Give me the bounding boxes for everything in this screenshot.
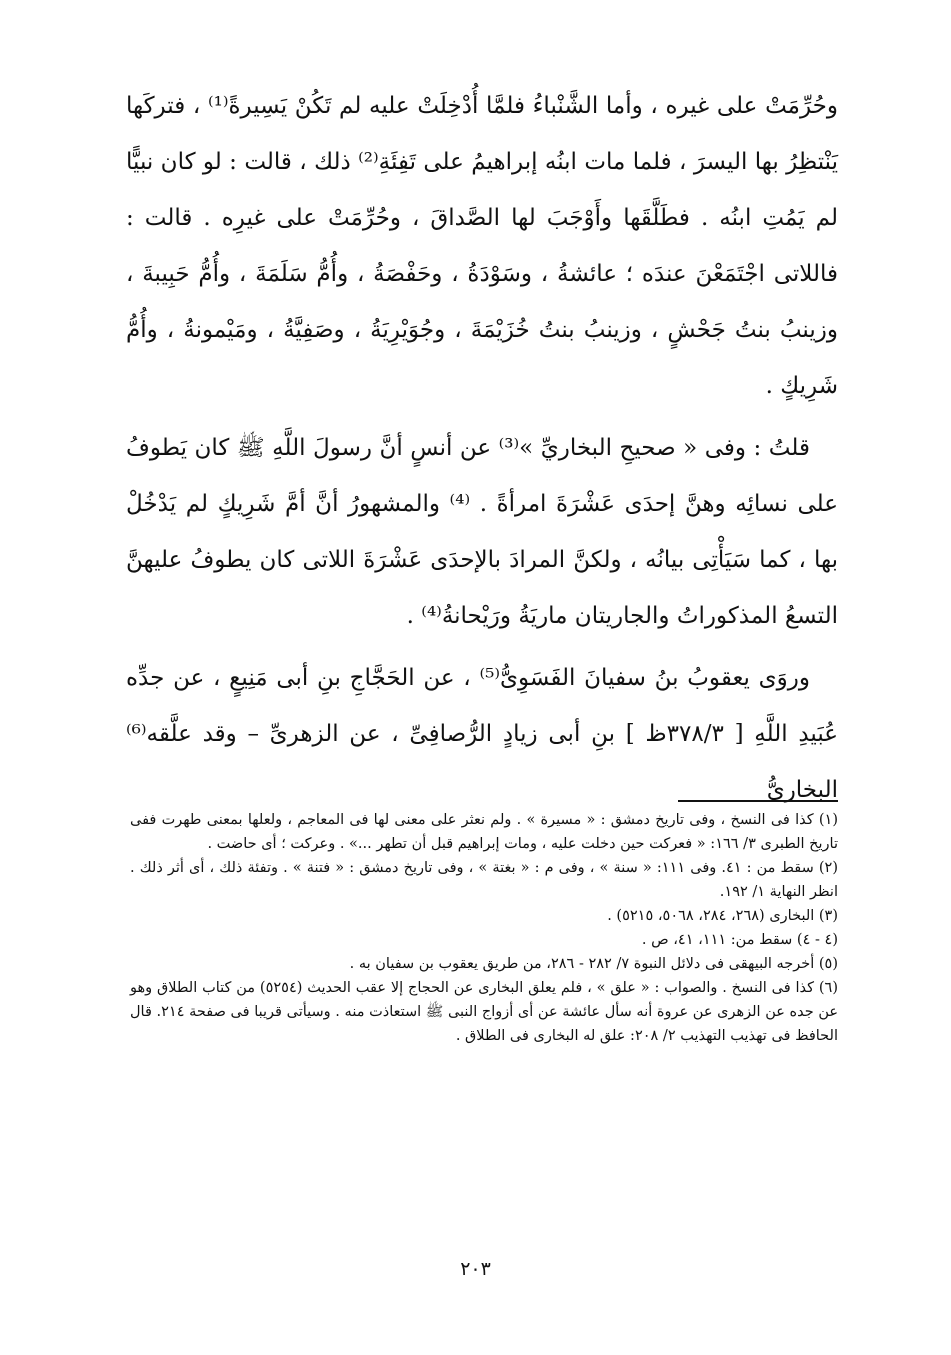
footnote-6: (٦) كذا فى النسخ . والصواب : « علق » ، فلم يعلق البخارى عن الحجاج إلا عقب الحديث (٥٢٥٤) من كتاب الطلاق وهو عن جده عن الزهرى عن عروة أنه سأل عائشة عن أى أزواج النبى ﷺ استعاذت منه . وسيأتى قريبا فى صفحة ٢١٤. قال الحافظ فى تهذيب التهذيب ٢/ ٢٠٨: علق له البخارى فى الطلاق . (130, 980, 839, 1044)
main-paragraph-3: وروَى يعقوبُ بنُ سفيانَ الفَسَوِىُّ⁽⁵⁾ ، عن الحَجَّاجِ بنِ أبى مَنِيعٍ ، عن جدِّه عُبَيدِ اللَّهِ [ ٣٧٨/٣ظ ] بنِ أبى زيادٍ الرُّصافِىِّ ، عن الزهرىِّ – وقد علَّقه⁽⁶⁾ البخارىُّ (126, 665, 838, 803)
footnote-2: (٢) سقط من : ٤١. وفى ١١١: « سنة » ، وفى م : « بغتة » ، وفى تاريخ دمشق : « فتنة » . وتفئة ذلك ، أى أثر ذلك . انظر النهاية ١/ ١٩٢. (130, 860, 838, 900)
page-number: ٢٠٣ (460, 1258, 491, 1280)
main-paragraph-1: وحُرِّمَتْ على غيره ، وأما الشَّنْباءُ فلمَّا أُدْخِلَتْ عليه لم تَكُنْ يَسِيرةً⁽¹⁾ ، فتركَها يَنْتظِرُ بها اليسرَ ، فلما مات ابنُه إبراهيمُ على تَفِئَةِ⁽²⁾ ذلك ، قالت : لو كان نبيًّا لم يَمُتِ ابنُه . فطَلَّقَها وأَوْجَبَ لها الصَّداقَ ، وحُرِّمَتْ على غيرِه . قالت : فاللاتى اجْتَمَعْنَ عندَه ؛ عائشةُ ، وسَوْدَةُ ، وحَفْصَةُ ، وأُمُّ سَلَمَةَ ، وأُمُّ حَبِيبةَ ، وزينبُ بنتُ جَحْشٍ ، وزينبُ بنتُ خُزَيْمَةَ ، وجُوَيْرِيَةُ ، وصَفِيَّةُ ، ومَيْمونةُ ، وأُمُّ شَرِيكٍ . (126, 93, 838, 399)
footnote-4: (٤ - ٤) سقط من: ١١١، ٤١، ص . (641, 932, 838, 948)
footnote-5: (٥) أخرجه البيهقى فى دلائل النبوة ٧/ ٢٨٢ - ٢٨٦، من طريق يعقوب بن سفيان به . (349, 956, 838, 972)
footnote-separator (678, 800, 838, 802)
footnote-3: (٣) البخارى (٢٦٨، ٢٨٤، ٥٠٦٨، ٥٢١٥) . (607, 908, 838, 924)
main-paragraph-2: قلتُ : وفى « صحيحِ البخاريِّ »⁽³⁾ عن أنسٍ أنَّ رسولَ اللَّهِ ﷺ كان يَطوفُ على نسائِه وهنَّ إحدَى عَشْرَةَ امرأةً . ⁽⁴⁾ والمشهورُ أنَّ أمَّ شَرِيكٍ لم يَدْخُلْ بها ، كما سَيَأْتِى بيانُه ، ولكنَّ المرادَ بالإحدَى عَشْرَةَ اللاتى كان يطوفُ عليهنَّ التسعُ المذكوراتُ والجاريتان ماريَةُ ورَيْحانةُ⁽⁴⁾ . (126, 435, 838, 629)
main-text (126, 78, 838, 818)
footnote-1: (١) كذا فى النسخ ، وفى تاريخ دمشق : « مسيرة » . ولم نعثر على معنى لها فى المعاجم ، ولعلها بمعنى طهرت ففى تاريخ الطبرى ٣/ ١٦٦: « فعركت حين دخلت عليه ، ومات إبراهيم قبل أن تطهر ...» . وعركت ؛ أى حاضت . (130, 812, 838, 852)
footnotes (130, 808, 838, 1048)
